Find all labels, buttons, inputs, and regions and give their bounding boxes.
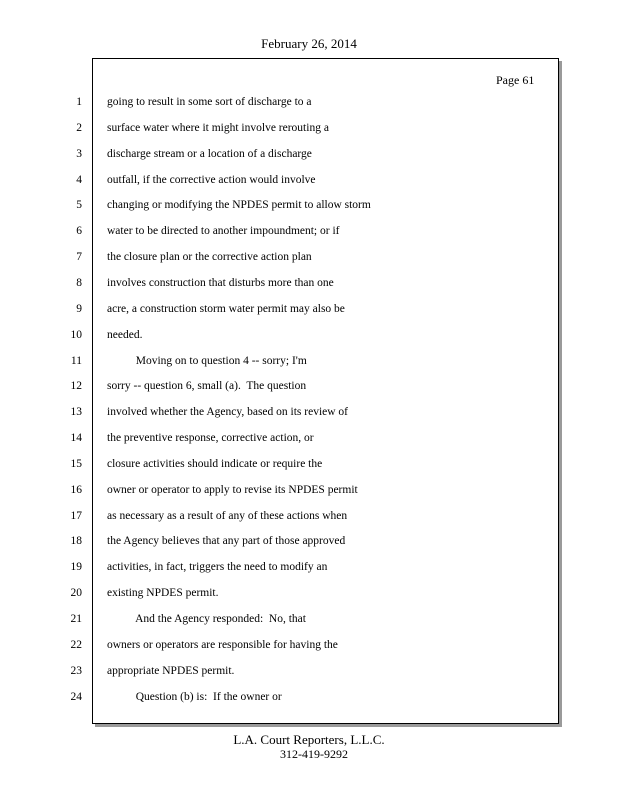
transcript-line [0, 558, 618, 576]
line-text: the closure plan or the corrective action plan [107, 251, 312, 264]
transcript-line [0, 248, 618, 266]
transcript-line [0, 222, 618, 240]
transcript-line [0, 403, 618, 421]
line-number: 6 [76, 225, 82, 238]
line-text: Moving on to question 4 -- sorry; I'm [107, 354, 307, 367]
transcript-line [0, 145, 618, 163]
transcript-line [0, 610, 618, 628]
line-number: 9 [76, 302, 82, 315]
line-text: involved whether the Agency, based on its review of [107, 406, 349, 419]
transcript-line [0, 119, 618, 137]
line-text: surface water where it might involve rerouting a [107, 121, 329, 134]
line-text: as necessary as a result of any of these actions when [107, 509, 348, 522]
line-number: 16 [70, 483, 82, 496]
line-text: And the Agency responded: No, that [107, 613, 306, 625]
line-number: 8 [76, 276, 82, 289]
line-text: acre, a construction storm water permit may also be [107, 302, 345, 315]
transcript-line [0, 377, 618, 395]
line-text: closure activities should indicate or require the [107, 457, 323, 470]
line-text: involves construction that disturbs more than one [107, 276, 334, 289]
line-number: 19 [70, 561, 82, 574]
transcript-line [0, 455, 618, 473]
line-text: the preventive response, corrective action, or [107, 432, 314, 445]
line-text: owner or operator to apply to revise its NPDES permit [107, 483, 358, 496]
transcript-line [0, 196, 618, 214]
line-text: changing or modifying the NPDES permit to allow storm [107, 199, 371, 212]
line-number: 12 [70, 380, 82, 393]
transcript-line [0, 662, 618, 680]
line-text: going to result in some sort of discharge to a [107, 96, 312, 108]
transcript-line [0, 481, 618, 499]
transcript-date: February 26, 2014 [261, 36, 357, 51]
transcript-line [0, 352, 618, 370]
transcript-line [0, 326, 618, 344]
line-number: 10 [70, 328, 82, 341]
line-text: Question (b) is: If the owner or [107, 690, 282, 703]
line-number: 23 [70, 664, 82, 677]
transcript-line [0, 532, 618, 550]
line-number: 22 [70, 638, 82, 651]
line-number: 21 [70, 613, 82, 625]
transcript-line [0, 429, 618, 447]
transcript-line [0, 274, 618, 292]
line-text: needed. [107, 328, 143, 341]
page-number: Page 61 [496, 73, 535, 87]
transcript-line [0, 636, 618, 654]
line-text: the Agency believes that any part of those approved [107, 535, 346, 548]
line-text: appropriate NPDES permit. [107, 664, 235, 677]
line-number: 1 [76, 96, 82, 108]
transcript-line [0, 584, 618, 602]
footer-phone: 312-419-9292 [280, 747, 348, 761]
line-text: existing NPDES permit. [107, 587, 219, 600]
transcript-line [0, 171, 618, 189]
line-number: 24 [70, 690, 82, 703]
line-number: 11 [70, 354, 82, 367]
line-number: 20 [70, 587, 82, 600]
line-number: 2 [76, 121, 82, 134]
transcript-line [0, 93, 618, 111]
line-text: sorry -- question 6, small (a). The question [107, 380, 307, 393]
line-text: owners or operators are responsible for having the [107, 638, 338, 651]
line-number: 7 [76, 251, 82, 264]
line-number: 17 [70, 509, 82, 522]
transcript-line [0, 300, 618, 318]
line-text: outfall, if the corrective action would involve [107, 173, 316, 186]
line-number: 5 [76, 199, 82, 212]
line-text: discharge stream or a location of a discharge [107, 147, 312, 160]
line-number: 18 [70, 535, 82, 548]
line-number: 4 [76, 173, 82, 186]
line-text: activities, in fact, triggers the need to modify an [107, 561, 328, 574]
line-number: 14 [70, 432, 82, 445]
footer-company: L.A. Court Reporters, L.L.C. [233, 732, 385, 747]
line-text: water to be directed to another impoundment; or if [107, 225, 340, 238]
line-number: 3 [76, 147, 82, 160]
line-number: 13 [70, 406, 82, 419]
transcript-line [0, 507, 618, 525]
line-number: 15 [70, 457, 82, 470]
transcript-line [0, 688, 618, 706]
